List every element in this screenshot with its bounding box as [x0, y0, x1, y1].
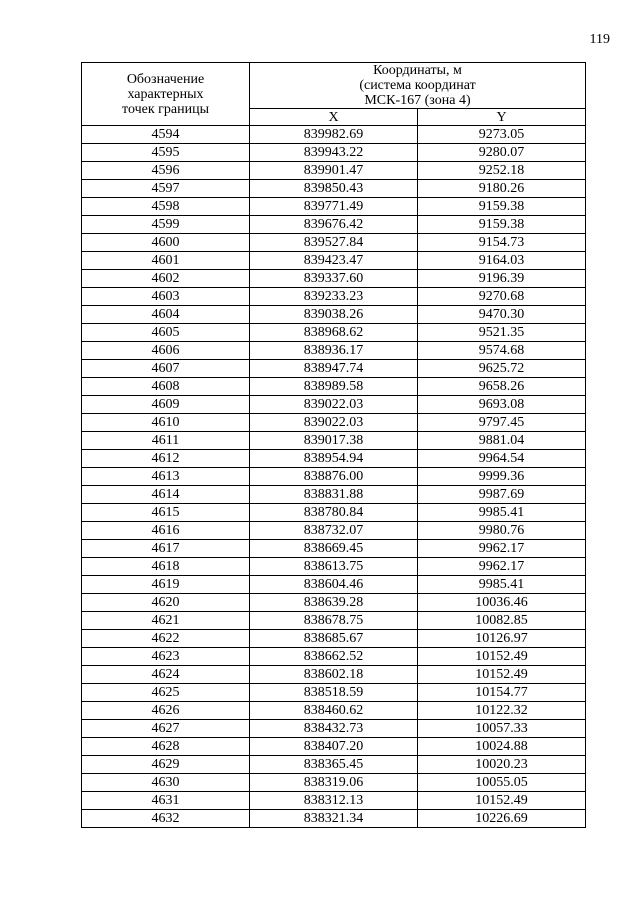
coordinates-header	[250, 63, 586, 109]
y-coordinate-cell: 9962.17	[418, 558, 586, 576]
x-coordinate-cell: 838989.58	[250, 378, 418, 396]
y-coordinate-cell: 10024.88	[418, 738, 586, 756]
table-row	[82, 198, 586, 216]
y-coordinate-cell: 9625.72	[418, 360, 586, 378]
point-number-cell: 4600	[82, 234, 250, 252]
table-row	[82, 126, 586, 144]
table-row	[82, 378, 586, 396]
point-number-cell: 4611	[82, 432, 250, 450]
y-coordinate-cell: 10152.49	[418, 666, 586, 684]
point-number-cell: 4631	[82, 792, 250, 810]
point-number-cell: 4602	[82, 270, 250, 288]
y-coordinate-cell: 9980.76	[418, 522, 586, 540]
table-row	[82, 450, 586, 468]
y-coordinate-cell: 9164.03	[418, 252, 586, 270]
y-coordinate-cell: 10082.85	[418, 612, 586, 630]
y-coordinate-cell: 9985.41	[418, 576, 586, 594]
point-number-cell: 4613	[82, 468, 250, 486]
point-number-cell: 4628	[82, 738, 250, 756]
table-row	[82, 252, 586, 270]
coordinates-table	[81, 62, 586, 828]
x-coordinate-cell: 838678.75	[250, 612, 418, 630]
x-coordinate-cell: 839337.60	[250, 270, 418, 288]
y-coordinate-cell: 9159.38	[418, 198, 586, 216]
y-coordinate-cell: 9154.73	[418, 234, 586, 252]
point-number-cell: 4607	[82, 360, 250, 378]
table-row	[82, 360, 586, 378]
table-row	[82, 144, 586, 162]
x-coordinate-cell: 838407.20	[250, 738, 418, 756]
y-coordinate-cell: 9658.26	[418, 378, 586, 396]
y-coordinate-cell: 9180.26	[418, 180, 586, 198]
y-coordinate-cell: 10055.05	[418, 774, 586, 792]
x-coordinate-cell: 839771.49	[250, 198, 418, 216]
table-row	[82, 342, 586, 360]
x-coordinate-cell: 838662.52	[250, 648, 418, 666]
point-number-cell: 4609	[82, 396, 250, 414]
y-coordinate-cell: 10154.77	[418, 684, 586, 702]
point-number-cell: 4616	[82, 522, 250, 540]
table-row	[82, 324, 586, 342]
y-coordinate-cell: 9196.39	[418, 270, 586, 288]
point-number-cell: 4618	[82, 558, 250, 576]
table-row	[82, 684, 586, 702]
table-row	[82, 666, 586, 684]
point-number-cell: 4614	[82, 486, 250, 504]
table-row	[82, 630, 586, 648]
x-coordinate-cell: 839676.42	[250, 216, 418, 234]
table-row	[82, 504, 586, 522]
designation-header	[82, 63, 250, 126]
x-coordinate-cell: 838954.94	[250, 450, 418, 468]
y-coordinate-cell: 10126.97	[418, 630, 586, 648]
table-row	[82, 432, 586, 450]
point-number-cell: 4617	[82, 540, 250, 558]
y-column-header: Y	[418, 109, 586, 126]
table-row	[82, 612, 586, 630]
x-coordinate-cell: 839943.22	[250, 144, 418, 162]
x-coordinate-cell: 838321.34	[250, 810, 418, 828]
y-coordinate-cell: 9280.07	[418, 144, 586, 162]
table-row	[82, 810, 586, 828]
x-coordinate-cell: 838312.13	[250, 792, 418, 810]
table-row	[82, 738, 586, 756]
point-number-cell: 4615	[82, 504, 250, 522]
point-number-cell: 4620	[82, 594, 250, 612]
y-coordinate-cell: 9999.36	[418, 468, 586, 486]
x-coordinate-cell: 838936.17	[250, 342, 418, 360]
table-row	[82, 756, 586, 774]
point-number-cell: 4621	[82, 612, 250, 630]
designation-header-line: Обозначение	[126, 71, 205, 87]
x-coordinate-cell: 838602.18	[250, 666, 418, 684]
table-row	[82, 288, 586, 306]
x-coordinate-cell: 838876.00	[250, 468, 418, 486]
y-coordinate-cell: 9797.45	[418, 414, 586, 432]
x-coordinate-cell: 838432.73	[250, 720, 418, 738]
x-coordinate-cell: 838460.62	[250, 702, 418, 720]
x-coordinate-cell: 838604.46	[250, 576, 418, 594]
table-row	[82, 216, 586, 234]
x-coordinate-cell: 838669.45	[250, 540, 418, 558]
table-row	[82, 558, 586, 576]
x-coordinate-cell: 839850.43	[250, 180, 418, 198]
x-coordinate-cell: 839022.03	[250, 396, 418, 414]
x-coordinate-cell: 838518.59	[250, 684, 418, 702]
point-number-cell: 4601	[82, 252, 250, 270]
point-number-cell: 4632	[82, 810, 250, 828]
x-coordinate-cell: 838685.67	[250, 630, 418, 648]
x-coordinate-cell: 839982.69	[250, 126, 418, 144]
y-coordinate-cell: 10152.49	[418, 648, 586, 666]
table-row	[82, 576, 586, 594]
point-number-cell: 4606	[82, 342, 250, 360]
x-coordinate-cell: 839233.23	[250, 288, 418, 306]
table-row	[82, 720, 586, 738]
x-coordinate-cell: 838831.88	[250, 486, 418, 504]
point-number-cell: 4599	[82, 216, 250, 234]
point-number-cell: 4603	[82, 288, 250, 306]
y-coordinate-cell: 9985.41	[418, 504, 586, 522]
point-number-cell: 4594	[82, 126, 250, 144]
x-coordinate-cell: 839527.84	[250, 234, 418, 252]
table-body	[82, 126, 586, 828]
coordinates-header-line: МСК-167 (зона 4)	[364, 93, 471, 108]
point-number-cell: 4597	[82, 180, 250, 198]
x-coordinate-cell: 838780.84	[250, 504, 418, 522]
y-coordinate-cell: 9159.38	[418, 216, 586, 234]
x-coordinate-cell: 838613.75	[250, 558, 418, 576]
table-row	[82, 414, 586, 432]
table-row	[82, 648, 586, 666]
y-coordinate-cell: 10226.69	[418, 810, 586, 828]
point-number-cell: 4610	[82, 414, 250, 432]
y-coordinate-cell: 9470.30	[418, 306, 586, 324]
x-coordinate-cell: 838968.62	[250, 324, 418, 342]
x-coordinate-cell: 838732.07	[250, 522, 418, 540]
point-number-cell: 4619	[82, 576, 250, 594]
point-number-cell: 4604	[82, 306, 250, 324]
table-row	[82, 792, 586, 810]
table-row	[82, 306, 586, 324]
table-row	[82, 540, 586, 558]
y-coordinate-cell: 9962.17	[418, 540, 586, 558]
point-number-cell: 4630	[82, 774, 250, 792]
table-row	[82, 522, 586, 540]
point-number-cell: 4605	[82, 324, 250, 342]
table-row	[82, 702, 586, 720]
y-coordinate-cell: 10020.23	[418, 756, 586, 774]
point-number-cell: 4596	[82, 162, 250, 180]
y-coordinate-cell: 9273.05	[418, 126, 586, 144]
x-coordinate-cell: 839017.38	[250, 432, 418, 450]
x-column-header: X	[250, 109, 418, 126]
point-number-cell: 4627	[82, 720, 250, 738]
x-coordinate-cell: 838639.28	[250, 594, 418, 612]
page-number: 119	[589, 32, 610, 47]
x-coordinate-cell: 839423.47	[250, 252, 418, 270]
point-number-cell: 4598	[82, 198, 250, 216]
point-number-cell: 4626	[82, 702, 250, 720]
y-coordinate-cell: 9574.68	[418, 342, 586, 360]
y-coordinate-cell: 9693.08	[418, 396, 586, 414]
x-coordinate-cell: 838947.74	[250, 360, 418, 378]
point-number-cell: 4595	[82, 144, 250, 162]
coordinates-header-line: (система координат	[359, 78, 476, 93]
y-coordinate-cell: 9252.18	[418, 162, 586, 180]
coordinates-header-line: Координаты, м	[373, 63, 462, 78]
y-coordinate-cell: 10122.32	[418, 702, 586, 720]
table-row	[82, 162, 586, 180]
point-number-cell: 4622	[82, 630, 250, 648]
y-coordinate-cell: 10152.49	[418, 792, 586, 810]
y-coordinate-cell: 10057.33	[418, 720, 586, 738]
point-number-cell: 4612	[82, 450, 250, 468]
point-number-cell: 4625	[82, 684, 250, 702]
table-row	[82, 774, 586, 792]
y-coordinate-cell: 9521.35	[418, 324, 586, 342]
table-row	[82, 180, 586, 198]
designation-header-line: точек границы	[122, 101, 209, 117]
table-row	[82, 486, 586, 504]
table-row	[82, 396, 586, 414]
table-row	[82, 594, 586, 612]
y-coordinate-cell: 9881.04	[418, 432, 586, 450]
x-coordinate-cell: 839038.26	[250, 306, 418, 324]
x-coordinate-cell: 839901.47	[250, 162, 418, 180]
point-number-cell: 4624	[82, 666, 250, 684]
x-coordinate-cell: 839022.03	[250, 414, 418, 432]
designation-header-line: характерных	[127, 86, 204, 102]
y-coordinate-cell: 9964.54	[418, 450, 586, 468]
table-row	[82, 234, 586, 252]
x-coordinate-cell: 838319.06	[250, 774, 418, 792]
x-coordinate-cell: 838365.45	[250, 756, 418, 774]
point-number-cell: 4608	[82, 378, 250, 396]
table-row	[82, 270, 586, 288]
point-number-cell: 4629	[82, 756, 250, 774]
point-number-cell: 4623	[82, 648, 250, 666]
y-coordinate-cell: 10036.46	[418, 594, 586, 612]
y-coordinate-cell: 9987.69	[418, 486, 586, 504]
y-coordinate-cell: 9270.68	[418, 288, 586, 306]
table-row	[82, 468, 586, 486]
